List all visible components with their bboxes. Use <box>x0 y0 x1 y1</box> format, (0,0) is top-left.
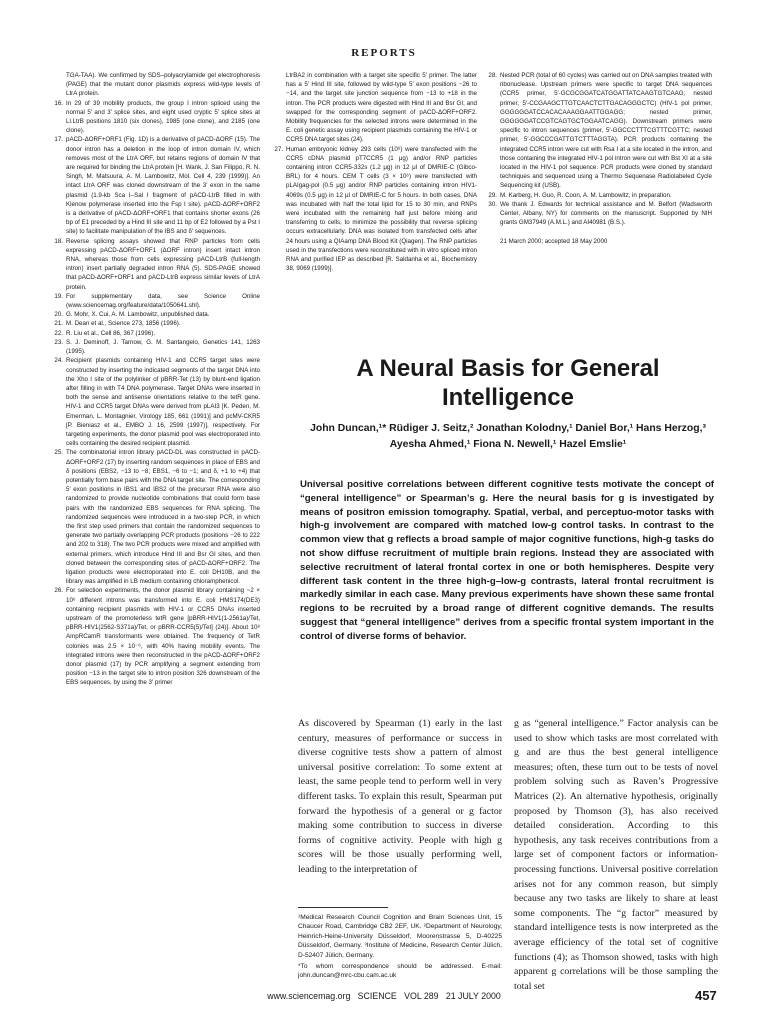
reference-text: In 29 of 39 mobility products, the group I intron spliced using the normal 5′ and 3′ splice sites, and eight used cryptic 5′ splice sites at Ll.LtrB positions 1810 (six clones), 1985 (one clone), and 2185 (one clone). <box>66 99 260 135</box>
reference-note <box>52 356 260 448</box>
reference-number: 21. <box>54 320 63 328</box>
footnote-divider <box>298 907 388 908</box>
reference-note <box>52 329 260 338</box>
reference-note <box>52 319 260 328</box>
reference-number: 30. <box>488 200 497 208</box>
notes-column-2 <box>272 71 477 273</box>
reference-text: Nested PCR (total of 60 cycles) was carried out on DNA samples treated with ribonuclease. Upstream primers were specific to target DNA sequences (CCR5 primer, 5′-GCGCGGATCATGGATTATCAAGTGTCAAG; nested primer, 5′-CCGAAGCTTGTCAACTCTTGACAGGGCTC) (HIV-1 pol primer, GGGGGGATCCACACAAAGGAATTGGAGG; nested primer, GGGGGGATCCGTCAGTGCTGGAATCAGG). Downstream primers were specific to intron sequences (primer, 5′-GGCCCTTTCGTTTCGTTC; nested primer, 5′-GGCCCGATTGTCTTTAGGTA). PCR products containing the integrated CCR5 intron were cut with Rsa I at a site located in the intron, and those containing the integrated HIV-1 pol intron were cut with Bst XI at a site located in the HIV-1 pol sequence. PCR products were cloned by standard techniques and sequenced using a Thermo Sequenase Radiolabeled Cycle Sequencing kit (USB). <box>500 72 712 190</box>
reference-number: 24. <box>54 357 63 365</box>
reference-number: 29. <box>488 191 497 199</box>
reference-number: 16. <box>54 99 63 107</box>
reference-note <box>52 237 260 292</box>
reference-number: 25. <box>54 449 63 457</box>
reference-number: 28. <box>488 72 497 79</box>
reference-text: Reverse splicing assays showed that RNP particles from cells expressing pACD-ΔORF+ORF1 (ΔORF intron) insert intact intron RNA, whereas those from cells expressing pACD-LtrB (full-length intron) insert partially degraded intron RNA (5). SDS-PAGE showed that pACD-ΔORF+ORF1 and pACD-LtrB express similar levels of LtrA protein. <box>66 237 260 291</box>
reference-text: For supplementary data, see Science Online (www.sciencemag.org/feature/data/1050641.shl). <box>66 292 260 310</box>
received-accepted-dates: 21 March 2000; accepted 18 May 2000 <box>500 238 608 246</box>
reference-note <box>52 135 260 236</box>
affiliation-text: ¹Medical Research Council Cognition and Brain Sciences Unit, 15 Chaucer Road, Cambridge CB2 2EF, UK. ²Department of Neurology, Heinrich-Heine-University Düsseldorf, Moorenstrasse 5, D-40225 Düsseldorf, Germany. ³Institute of Medicine, Research Center Jülich, D-52407 Jülich, Germany. <box>298 914 502 959</box>
page-number: 457 <box>695 988 717 1003</box>
reference-number: 22. <box>54 329 63 337</box>
section-header: REPORTS <box>351 47 417 59</box>
body-text-left: As discovered by Spearman (1) early in the last century, measures of performance or success in diverse cognitive tests show a pattern of almost universal positive correlation: To some extent at least, the same people tend to perform well in very different tasks. To explain this result, Spearman put forward the hypothesis of a general or g factor making some contribution to success in diverse forms of cognitive activity. People with high g scores will be those usually performing well, leading to the interpretation of <box>298 718 502 875</box>
reference-text: pACD-ΔORF+ORF1 (Fig. 1D) is a derivative of pACD-ΔORF (15). The donor intron has a deletion in the loop of intron domain IV, which removes most of the LtrA ORF, but retains regions of domain IV that are required for binding the LtrA protein [H. Wank, J. San Filippo, R. N. Singh, M. Matsuura, A. M. Lambowitz, Mol. Cell 4, 239 (1999)]. An intact LtrA ORF was cloned downstream of the 3′ exon in the same plasmid (1.9-kb Sca I–Sal I fragment of pACD-LtrB filled in with Klenow polymerase inserted into the Fsp I site). pACD-ΔORF+ORF2 is a derivative of pACD-ΔORF+ORF1 that contains shorter exons (26 bp of E1 preceded by a Hind III site and 11 bp of E2 followed by a Pst I site) to facilitate manipulation of the IBS and δ′ sequences. <box>66 136 260 236</box>
reference-text: Recipient plasmids containing HIV-1 and CCR5 target sites were constructed by inserting the indicated segments of the target DNA into the Xho I site of the polylinker of pBRR-Tet (13) by blunt-end ligation after filling in with T4 DNA polymerase. Target DNAs were inserted in both the sense and antisense orientations relative to the tetR gene. HIV-1 and CCR5 target DNAs were derived from pLAI3 [K. Peden, M. Emerman, L. Montagnier, Virology 185, 661 (1991)] and pcMV-CKR5 [P. Bieniasz et al., EMBO J. 16, 2599 (1997)], respectively. For targeting experiments, the donor plasmid pool was electroporated into cells containing the desired recipient plasmid. <box>66 357 260 448</box>
reference-note <box>52 99 260 136</box>
reference-text: LtrBA2 in combination with a target site specific 5′ primer. The latter has a 5′ Hind III site, followed by wild-type 5′ exon positions −26 to −14, and the target site junction sequence from −13 to +18 in the intron. The PCR products were digested with Hind III and Bsr GI, and swapped for the corresponding segment of pACD-ΔORF+ORF2. Mobility frequencies for the selected introns were determined in the E. coli genetic assay using recipient plasmids containing the HIV-1 or CCR5 DNA target sites (24). <box>286 72 477 144</box>
reference-note <box>272 71 477 145</box>
reference-note <box>52 292 260 310</box>
reference-note <box>486 191 712 200</box>
reference-number: 27. <box>274 145 283 153</box>
reference-number: 23. <box>54 338 63 346</box>
reference-note <box>52 71 260 99</box>
reference-text: S. J. Deminoff, J. Tarnow, G. M. Santangelo, Genetics 141, 1263 (1995). <box>66 338 260 356</box>
reference-text: G. Mohr, X. Cui, A. M. Lambowitz, unpublished data. <box>66 311 210 319</box>
article-title: A Neural Basis for General Intelligence <box>356 355 660 411</box>
reference-number: 20. <box>54 311 63 319</box>
reference-text: M. Dean et al., Science 273, 1856 (1996). <box>66 320 181 328</box>
reference-note <box>52 448 260 586</box>
reference-note <box>52 586 260 687</box>
notes-column-1 <box>52 71 260 688</box>
reference-note <box>486 71 712 191</box>
reference-text: TGA-TAA). We confirmed by SDS–polyacrylamide gel electrophoresis (PAGE) that the mutant donor plasmids express wild-type levels of LtrA protein. <box>66 72 260 98</box>
reference-text: The combinatorial intron library pACD-DL was constructed in pACD-ΔORF+ORF2 (17) by inserting random sequences in place of EBS and δ positions (EBS2, −13 to −8; EBS1, −6 to −1; and δ, +1 to +4) that potentially form base pairs with the DNA target site. The corresponding 5′ exon positions in IBS1 and IBS2 of the precursor RNA were also randomized to provide nucleotide combinations that could form base pairs with the randomized EBS sequences for RNA splicing. The randomized sequences were introduced in a two-step PCR, in which the first step used primers that contain the randomized sequences to generate two partially overlapping PCR products (positions −26 to 222 and 202 to 318). The two PCR products were mixed and amplified with external primers, which introduce Hind III and Bsr GI sites, and then cloned between the corresponding sites of pACD-ΔORF+ORF2. The ligation products were electroporated into E. coli DH10B, and the library was amplified in LB medium containing chloramphenicol. <box>66 449 260 586</box>
reference-text: M. Karberg, H. Guo, R. Coon, A. M. Lambowitz, in preparation. <box>500 191 672 199</box>
reference-note <box>52 310 260 319</box>
page-footer: www.sciencemag.org SCIENCE VOL 289 21 JULY 2000 <box>267 991 501 1001</box>
reference-number: 19. <box>54 292 63 300</box>
reference-note <box>486 200 712 228</box>
body-text-right: g as “general intelligence.” Factor analysis can be used to show which tasks are most correlated with g and are thus the best general intelligence measures; often, these turn out to be tests of novel problem solving such as Raven’s Progressive Matrices (2). An alternative hypothesis, originally proposed by Thomson (3), has also received detailed consideration. According to this hypothesis, any task receives contributions from a large set of component factors or information-processing functions. Universal positive correlation arises not for any common reason, but simply because any two tasks are likely to share at least some components. The “g factor” measured by standard intelligence tests is now interpreted as the average efficiency of the total set of cognitive functions (4); as Thomson showed, tasks with high apparent g correlations will be those sampling the total set <box>514 718 718 992</box>
article-abstract: Universal positive correlations between different cognitive tests motivate the concept of “general intelligence” or Spearman’s g. Here the neural basis for g is investigated by means of positron emission tomography. Spatial, verbal, and perceptuo-motor tasks with high-g involvement are compared with matched low-g control tasks. In contrast to the common view that g reflects a broad sample of major cognitive functions, high-g tasks do not show diffuse recruitment of multiple brain regions. Instead they are associated with selective recruitment of lateral frontal cortex in one or both hemispheres. Despite very different task content in the three high-g–low-g contrasts, lateral frontal recruitment is markedly similar in each case. Many previous experiments have shown these same frontal regions to be recruited by a broad range of different cognitive demands. The results suggest that “general intelligence” derives from a specific frontal system important in the control of diverse forms of behavior. <box>300 479 714 642</box>
article-authors: John Duncan,¹* Rüdiger J. Seitz,² Jonathan Kolodny,¹ Daniel Bor,¹ Hans Herzog,³ Ayesha Ahmed,¹ Fiona N. Newell,¹ Hazel Emslie¹ <box>310 423 706 450</box>
reference-text: We thank J. Edwards for technical assistance and M. Belfort (Wadsworth Center, Albany, NY) for comments on the manuscript. Supported by NIH grants GM37949 (A.M.L.) and AI40981 (B.S.). <box>500 200 712 227</box>
reference-note <box>52 338 260 356</box>
reference-text: R. Liu et al., Cell 86, 367 (1996). <box>66 329 156 337</box>
notes-column-3 <box>486 71 712 247</box>
reference-number: 26. <box>54 587 63 595</box>
correspondence-note: *To whom correspondence should be addressed. E-mail: john.duncan@mrc-cbu.cam.ac.uk <box>298 963 502 980</box>
reference-text: For selection experiments, the donor plasmid library containing ~2 × 10⁶ different introns was transformed into E. coli HMS174(DE3) containing recipient plasmids with HIV-1 or CCR5 DNAs inserted upstream of the promoterless tetR gene [pBRR-HIV1(1-2561a)/Tet, pBRR-HIV1(2562-S371a)/Tet, or pBRR-CCR5(5)/Tet] (24)]. About 10⁸ AmpRCamR transformants were obtained. The frequency of TetR colonies was 2.5 × 10⁻⁶, with 40% having mobility events. The integrated introns were then reconstructed in the pACD-ΔORF+ORF2 donor plasmid (17) by PCR amplifying a segment extending from position −13 in the target site to intron position 326 downstream of the EBS sequences, by using the 3′ primer <box>66 587 260 687</box>
affiliations <box>298 913 502 983</box>
reference-number: 18. <box>54 237 63 245</box>
reference-number: 17. <box>54 136 63 144</box>
reference-text: Human embryonic kidney 293 cells (10⁶) were transfected with the CCR5 cDNA plasmid pT7CCR5 (1 μg) and/or RNP particles containing intron CCR5-332s (1.2 μg) in 12 μl of DMRIE-C (Gibco-BRL) for 4 hours. CEM T cells (3 × 10⁶) were transfected with pLAIgag-pol (0.5 μg) and/or RNP particles containing intron HIV1-4069s (0.5 μg) in 12 μl of DMRIE-C for 5 hours. In both cases, DNA was incubated with half the total lipid for 15 to 30 min, and RNPs were incubated with the remaining half just before mixing and transferring to cells, to minimize the possibility that reverse splicing occurs extracellularly. DNA was isolated from transfected cells after 24 hours using a QIAamp DNA Blood Kit (Qiagen). The RNP particles used in the transfections were reconstituted with in vitro spliced intron RNA and purified IEP as described [R. Saldanha et al., Biochemistry 38, 9069 (1999)]. <box>286 145 477 273</box>
reference-note <box>272 145 477 274</box>
